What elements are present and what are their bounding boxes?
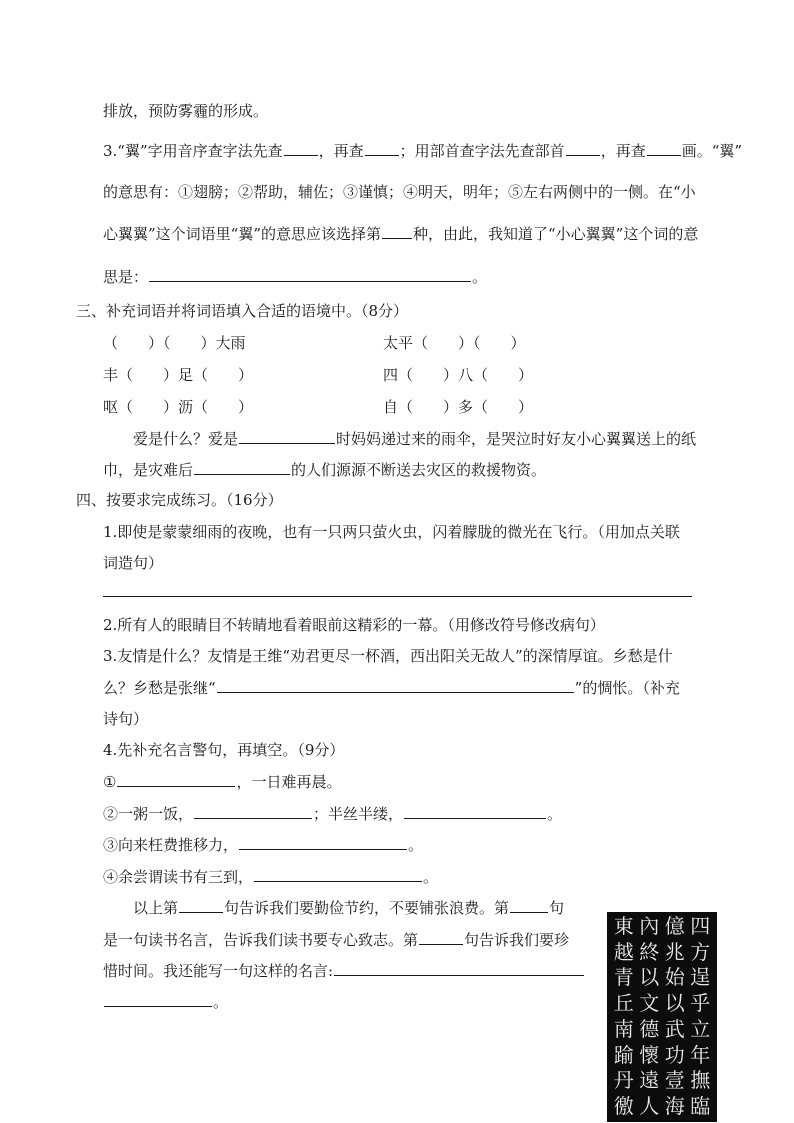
calligraphy-char: 丹: [613, 1068, 634, 1093]
calligraphy-col-3: [637, 916, 661, 1118]
calligraphy-char: 遠: [639, 1068, 660, 1093]
calligraphy-char: 東: [613, 914, 634, 938]
maxim-3: ③向来枉费推移力， 。: [103, 836, 424, 854]
blank[interactable]: [239, 848, 407, 850]
calligraphy-col-1: [688, 916, 712, 1118]
calligraphy-char: 文: [639, 991, 660, 1016]
calligraphy-char: 徼: [613, 1093, 634, 1118]
calligraphy-char: 終: [639, 939, 660, 964]
s4-q1-answer-line[interactable]: [103, 596, 692, 597]
word-row1-right[interactable]: 太平（ ）（ ）: [383, 334, 526, 352]
calligraphy-char: 懷: [639, 1042, 660, 1067]
word-row3-left[interactable]: 呕（ ）沥（ ）: [103, 398, 254, 416]
blank[interactable]: [254, 880, 422, 882]
calligraphy-char: 始: [664, 965, 685, 990]
calligraphy-char: 兆: [664, 939, 685, 964]
blank[interactable]: [510, 911, 548, 913]
calligraphy-char: 壹: [664, 1068, 685, 1093]
calligraphy-char: 撫: [690, 1068, 711, 1093]
calligraphy-col-2: [663, 916, 687, 1118]
maxim-2: ②一粥一饭， ；半丝半缕， 。: [103, 805, 563, 823]
s4-q1-line2: 词造句）: [103, 554, 164, 572]
word-row1-left[interactable]: （ ）（ ）大雨: [103, 334, 246, 352]
q3-line4: 思是： 。: [103, 268, 488, 286]
word-row3-right[interactable]: 自（ ）多（ ）: [383, 398, 534, 416]
word-row2-right[interactable]: 四（ ）八（ ）: [383, 366, 534, 384]
blank[interactable]: [647, 154, 681, 156]
calligraphy-char: 海: [664, 1093, 685, 1118]
maxim-1: ① ，一日难再晨。: [103, 773, 342, 791]
calligraphy-char: 越: [613, 939, 634, 964]
calligraphy-char: 方: [690, 939, 711, 964]
calligraphy-char: 功: [664, 1042, 685, 1067]
calligraphy-char: 內: [639, 914, 660, 938]
s4-q3-line1: 3.友情是什么？友情是王维“劝君更尽一杯酒，西出阳关无故人”的深情厚谊。乡愁是什: [103, 647, 673, 665]
calligraphy-char: 人: [639, 1093, 660, 1118]
calligraphy-char: 南: [613, 1016, 634, 1041]
calligraphy-col-4: [612, 916, 636, 1118]
calligraphy-char: 立: [690, 1016, 711, 1041]
section3-heading: 三、补充词语并将词语填入合适的语境中。（8分）: [76, 302, 409, 320]
blank[interactable]: [239, 442, 335, 444]
blank[interactable]: [334, 974, 584, 976]
q2-tail-text: 排放，预防雾霾的形成。: [103, 102, 269, 120]
q3-line1: 3.“翼”字用音序查字法先查 ，再查 ；用部首查字法先查部首 ，再查 画。“翼”: [103, 142, 743, 160]
calligraphy-char: 丘: [613, 991, 634, 1016]
s4-q2: 2.所有人的眼睛目不转睛地看着眼前这精彩的一幕。（用修改符号修改病句）: [103, 616, 605, 634]
s4-q4-heading: 4.先补充名言警句，再填空。（9分）: [103, 741, 345, 759]
calligraphy-char: 四: [690, 914, 711, 938]
blank[interactable]: [419, 943, 463, 945]
s4-q1-line1: 1.即使是蒙蒙细雨的夜晚，也有一只两只萤火虫，闪着朦胧的微光在飞行。（用加点关联: [103, 523, 680, 541]
section3-para-line2: 巾，是灾难后 的人们源源不断送去灾区的救援物资。: [103, 461, 547, 479]
calligraphy-char: 億: [664, 914, 685, 938]
summary-line1: 以上第 句告诉我们要勤俭节约，不要铺张浪费。第 句: [133, 899, 565, 917]
calligraphy-char: 臨: [690, 1093, 711, 1118]
q3-line3: 心翼翼”这个词语里“翼”的意思应该选择第 种，由此，我知道了“小心翼翼”这个词的意: [103, 225, 699, 243]
calligraphy-char: 年: [690, 1042, 711, 1067]
blank[interactable]: [566, 154, 600, 156]
summary-line4: 。: [103, 991, 228, 1012]
calligraphy-image: [607, 912, 717, 1122]
s4-q3-line3: 诗句）: [103, 710, 149, 728]
s4-q3-line2: 么？乡愁是张继“ ”的惆怅。（补充: [103, 679, 680, 697]
blank[interactable]: [194, 817, 312, 819]
calligraphy-char: 武: [664, 1016, 685, 1041]
blank[interactable]: [404, 817, 546, 819]
answer-line[interactable]: [149, 280, 471, 282]
calligraphy-char: 逞: [690, 965, 711, 990]
blank[interactable]: [179, 911, 223, 913]
blank[interactable]: [382, 237, 412, 239]
section4-heading: 四、按要求完成练习。（16分）: [76, 491, 283, 509]
calligraphy-char: 青: [613, 965, 634, 990]
blank[interactable]: [117, 785, 235, 787]
blank[interactable]: [365, 154, 399, 156]
section3-para-line1: 爱是什么？爱是 时妈妈递过来的雨伞，是哭泣时好友小心翼翼送上的纸: [133, 430, 697, 448]
poem-blank[interactable]: [217, 691, 574, 693]
calligraphy-char: 踰: [613, 1042, 634, 1067]
summary-line3: 惜时间。我还能写一句这样的名言:: [103, 960, 585, 981]
calligraphy-char: 以: [664, 991, 685, 1016]
calligraphy-char: 乎: [690, 991, 711, 1016]
blank[interactable]: [104, 1005, 212, 1007]
calligraphy-char: 德: [639, 1016, 660, 1041]
summary-line2: 是一句读书名言，告诉我们读书要专心致志。第 句告诉我们要珍: [103, 931, 570, 949]
maxim-4: ④余尝谓读书有三到， 。: [103, 868, 439, 886]
calligraphy-char: 以: [639, 965, 660, 990]
word-row2-left[interactable]: 丰（ ）足（ ）: [103, 366, 254, 384]
blank[interactable]: [284, 154, 318, 156]
q3-line2: 的意思有：①翅膀；②帮助，辅佐；③谨慎；④明天，明年；⑤左右两侧中的一侧。在“小: [103, 183, 696, 201]
blank[interactable]: [194, 473, 290, 475]
